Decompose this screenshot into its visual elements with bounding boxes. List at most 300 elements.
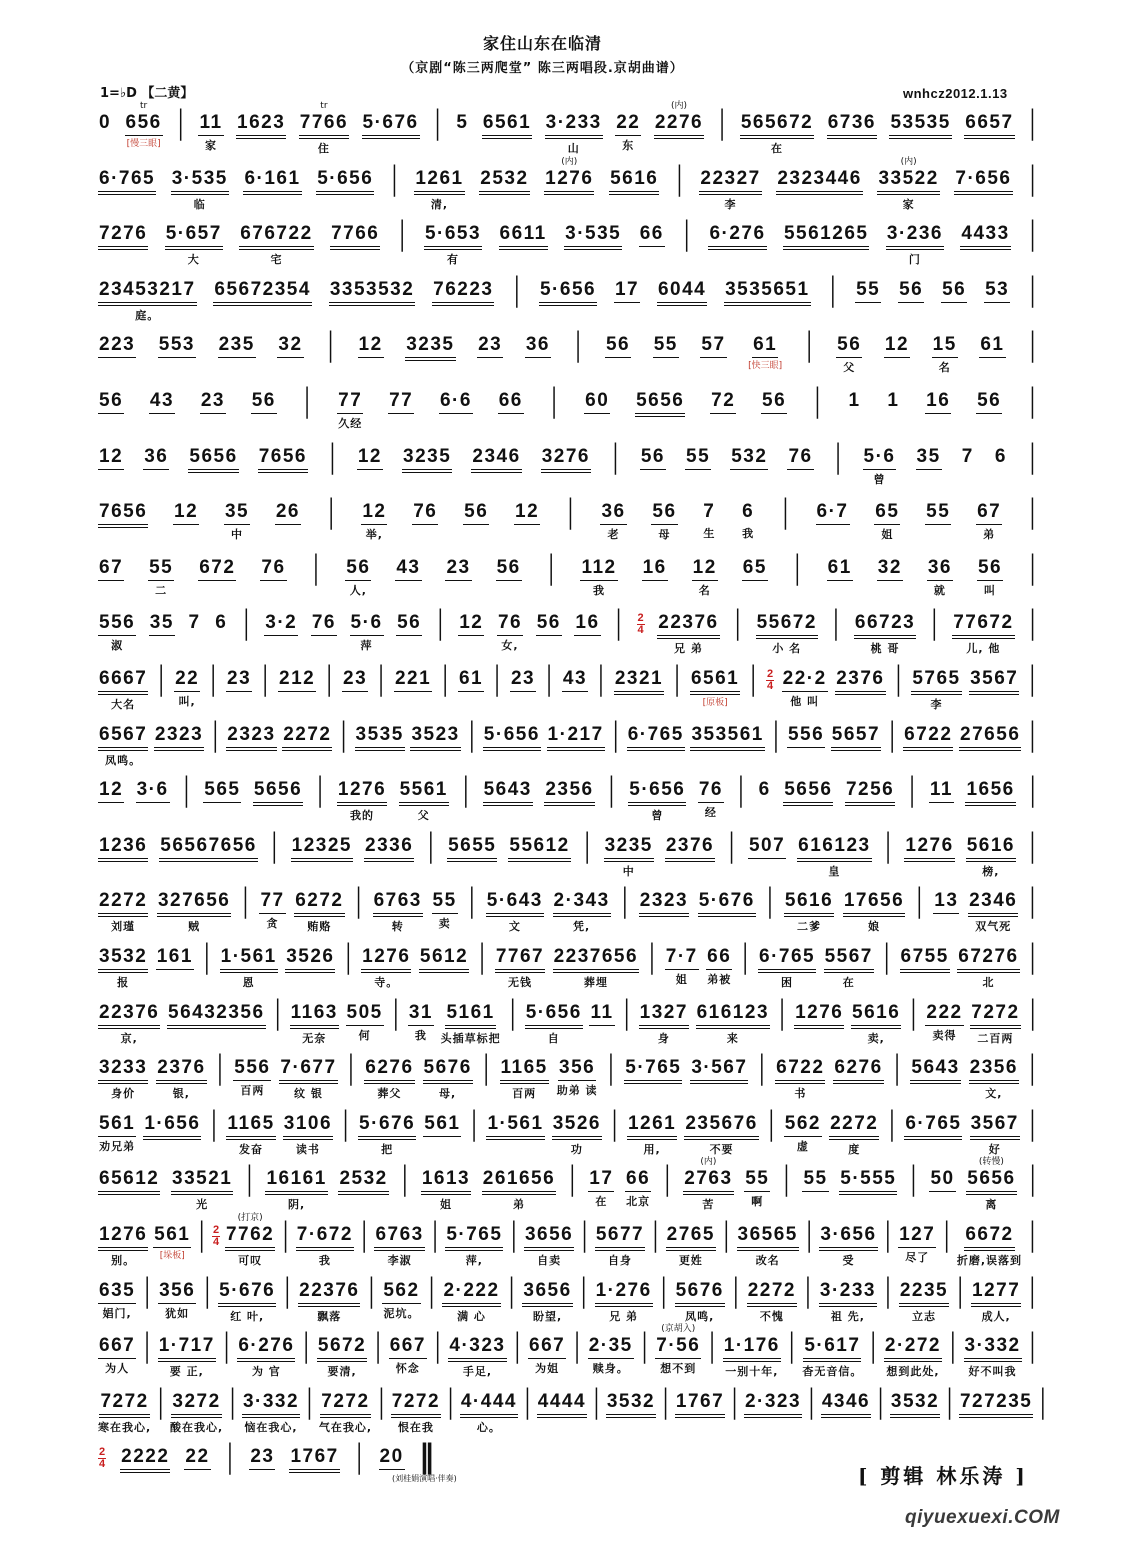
barline: | [358,1215,370,1253]
barline: | [224,1437,236,1476]
notes: 7766 [330,223,380,250]
notes: 6·765 [627,724,685,751]
lyric: 萍 [360,639,373,653]
barline: | [240,603,252,642]
note-group [685,446,711,470]
note-group [253,779,303,806]
notes: 2346 [471,446,521,473]
notes: 22 [615,112,641,136]
barline: | [466,714,478,753]
lyric: 大名 [111,698,136,711]
notes: 22327 [699,168,761,195]
note-group [159,835,258,862]
note-group [665,946,699,987]
notes: 3106 [283,1113,333,1140]
barline: | [425,825,437,864]
notes: 2346 [968,890,1018,917]
note-group [156,946,194,970]
note-group [758,779,772,802]
lyric: 双气死 [975,920,1012,934]
barline: | [1026,436,1038,475]
barline: | [323,659,335,697]
barline: | [610,714,622,753]
lyric: 刘瑾 [111,920,136,934]
barline: | [613,603,624,642]
notes: 6611 [499,223,548,250]
notes: 7656 [98,501,148,528]
note-group [498,390,524,414]
notes: 7272 [391,1391,441,1418]
notes: 76 [260,557,286,581]
note-group [98,112,112,135]
notes: 507 [748,835,786,859]
notes: 5655 [447,835,497,862]
notes: 5616 [784,890,834,917]
lyric: 李淑 [387,1254,412,1267]
notes: 43 [395,557,421,581]
note-group [839,1168,897,1195]
notes: 23 [445,557,471,581]
barline: | [301,381,313,419]
notes: 6·161 [243,168,301,195]
notes: 6·6 [439,390,473,414]
barline: | [1027,547,1038,586]
barline: | [1026,1270,1038,1309]
barline: | [1027,269,1038,308]
notes: 66 [706,946,732,970]
note-group [188,446,238,473]
note-group [960,223,1010,250]
lyric: 京, [120,1031,138,1045]
notes: 61 [827,557,853,581]
lyric: 弟 [983,528,996,542]
barline: | [1027,992,1038,1031]
notes: 65 [874,501,900,525]
lyric: 临 [193,197,206,211]
note-group [226,724,276,751]
note-group [483,779,533,806]
note-group [364,1057,414,1101]
lyric: 在 [771,142,784,155]
note-group [203,779,241,803]
note-group [395,557,421,581]
note-group [827,557,853,581]
lyric: 来 [726,1031,739,1045]
lyric: 家 [205,139,218,152]
note-group [690,724,764,751]
notes: 1165 [226,1113,275,1140]
note-group [98,279,197,323]
note-group [639,223,665,247]
barline: | [830,603,842,642]
note-group [278,668,316,692]
note-group [898,279,924,303]
note-group [173,501,199,525]
barline: | [280,1215,291,1253]
note-group [98,390,124,414]
note-group [249,1446,275,1470]
barline: | [466,881,478,920]
notes: 565 [203,779,241,803]
note-group [665,835,715,862]
note-group [964,112,1014,139]
note-group [277,334,303,358]
note-group [337,779,387,823]
notes: 2376 [665,835,715,862]
lyric: 离 [985,1198,998,1212]
notes: 676722 [239,223,313,250]
score-line [98,1048,1038,1109]
notes: 5·656 [483,724,541,751]
note-group [657,279,707,306]
notes: 1767 [675,1391,725,1418]
barline: | [426,1270,437,1309]
notes: 3·535 [564,223,622,250]
note-group [966,835,1016,879]
lyric: 自 [547,1031,560,1045]
notes: 1·276 [595,1280,653,1307]
lyric: 好不叫我 [968,1365,1017,1379]
notes: 565672 [740,112,814,139]
barline: | [832,436,844,475]
lyric: 泥坑。 [383,1306,420,1320]
lyric: 啊 [751,1195,764,1209]
lyric: 姐 [675,973,688,986]
lyric: 门 [908,253,921,267]
note-group [929,1168,955,1192]
note-group [783,223,869,250]
notes: 5·676 [698,890,756,917]
time-signature [98,1447,106,1470]
note-group [536,612,562,636]
barline: | [658,1270,670,1309]
performance-mark: (内) [670,101,687,111]
time-signature [766,669,774,692]
note-group [445,557,471,581]
barline: | [201,937,213,975]
barline: | [196,1215,208,1253]
note-group [388,390,414,414]
barline: | [882,825,894,864]
score-line [98,381,1038,442]
barline: | [325,325,336,364]
note-group [337,390,363,431]
lyric: 庭。 [135,308,160,322]
lyric: 父 [417,809,430,823]
notes: 667 [98,1335,136,1359]
lyric: 叫, [178,695,196,708]
note-group [700,334,726,358]
note-group [604,835,654,879]
note-group [884,1335,942,1379]
barline: | [240,881,251,920]
notes: 56432356 [167,1002,266,1029]
lyric: 自卖 [537,1254,562,1267]
barline: | [372,1326,384,1365]
notes: 53 [984,279,1010,303]
notes: 56 [496,557,522,581]
barline: | [376,1381,387,1420]
note-group [654,101,704,139]
notes: 7256 [845,779,895,806]
notes: 5616 [851,1002,901,1029]
lyric: 助弟 读 [556,1084,598,1098]
notes: 5672 [317,1335,367,1362]
notes: 1327 [639,1002,689,1029]
notes: 16 [642,557,668,581]
notes: 1236 [98,835,148,862]
notes: 36 [143,446,169,470]
notes: 66723 [854,612,916,639]
lyric: 功 [570,1142,583,1156]
note-group [904,1113,962,1140]
note-group [831,724,881,751]
note-group [952,612,1014,656]
note-group [174,668,200,709]
barline: | [491,659,503,697]
notes: 17656 [843,890,905,917]
note-group [627,724,685,751]
notes: 67 [976,501,1002,525]
note-group [775,1057,825,1101]
note-group [213,279,312,306]
note-group [854,612,916,656]
notes: 11 [589,1002,614,1026]
notes: 72 [710,390,736,414]
notes: 3·656 [819,1224,877,1251]
lyric: 有 [447,253,460,267]
page-subtitle: （京剧“陈三两爬堂” 陈三两唱段.京胡曲谱） [401,61,684,76]
notes: 221 [394,668,432,692]
note-group [220,946,278,990]
score-line [98,992,1038,1054]
note-group [748,835,786,859]
note-group [737,1224,799,1268]
lyric: 读书 [295,1142,320,1156]
notes: 55672 [756,612,818,639]
notes: 2356 [544,779,594,806]
barline: | [881,937,893,975]
lyric: 葬父 [377,1087,402,1101]
note-group [143,446,169,470]
note-group [414,168,464,212]
notes: 22376 [657,612,719,639]
notes: 5643 [910,1057,960,1084]
note-group [158,334,196,358]
note-group [959,1391,1033,1418]
note-group [836,334,862,375]
note-group [98,1224,148,1268]
lyric: 宅 [270,253,283,267]
notes: 532 [730,446,768,470]
note-group [237,1335,295,1379]
note-group [890,1391,940,1418]
notes: 43 [562,668,588,692]
note-group [170,1391,223,1435]
notes: 223 [98,334,136,358]
lyric: 恩 [242,976,255,989]
notes: 5765 [911,668,961,695]
lyric: 银, [172,1087,190,1101]
note-group [120,1446,170,1473]
barline: | [429,1215,441,1253]
barline: | [681,214,693,253]
note-group [833,1057,883,1084]
barline: | [468,1103,480,1142]
notes: 3656 [524,1224,574,1251]
barline: | [891,1048,903,1087]
notes: 6 [215,612,228,634]
note-group [574,612,600,636]
barline: | [221,1326,232,1365]
note-group [564,223,622,250]
lyric: 无奈 [302,1031,327,1045]
performance-mark: (内) [900,156,917,167]
notes: 22376 [98,1002,160,1029]
lyric: 别。 [111,1254,136,1267]
notes: 2272 [282,724,332,751]
notes: 22·2 [782,668,828,692]
notes: 56 [941,279,967,303]
lyric: 为 官 [251,1365,281,1379]
note-group [903,724,953,751]
note-group [957,946,1019,990]
note-group [784,1113,822,1154]
notes: 5656 [635,390,685,417]
barline: | [1026,1048,1038,1087]
notes: 22 [184,1446,210,1470]
note-group [98,1113,136,1154]
notes: 2532 [479,168,529,195]
notes: 2·222 [442,1280,500,1307]
lyric: 小 名 [772,642,802,656]
notes: 6722 [775,1057,825,1084]
note-group [544,779,594,806]
note-group [149,390,175,414]
barline: | [875,1381,886,1420]
note-group [584,390,610,414]
notes: 6·765 [758,946,816,973]
notes: 2·272 [884,1335,942,1362]
notes: 2376 [835,668,885,695]
notes: 56 [836,334,862,358]
notes: 1261 [627,1113,677,1140]
note-group [233,1057,271,1098]
barline: | [1026,1103,1038,1142]
barline: | [716,103,728,141]
notes: 12 [692,557,718,581]
score-line [98,436,1038,498]
note-group [458,612,484,636]
note-group [977,557,1003,598]
barline: | [227,1381,238,1420]
note-group [364,835,414,862]
note-group [627,1113,677,1157]
barline: | [390,992,402,1031]
notes: 55 [744,1168,770,1192]
score-line [98,659,1038,720]
note-group [959,724,1021,751]
notes: 61 [752,334,778,358]
notes: 672 [198,557,236,581]
lyric: 成人, [981,1309,1011,1323]
note-group [976,501,1002,542]
notes: 1·717 [158,1335,216,1362]
note-group [225,1213,275,1268]
notes: 13 [933,890,959,914]
notes: 77672 [952,612,1014,639]
note-group [544,156,594,195]
lyric: 名 [938,361,951,375]
barline: | [259,659,271,697]
notes: 5656 [966,1168,1016,1195]
note-group [710,390,736,414]
notes: 6763 [373,890,423,917]
barline: | [327,436,338,475]
lyric: 曾 [873,472,886,486]
note-group [483,724,541,751]
lyric: 娼门, [102,1306,132,1320]
notes: 36 [927,557,953,581]
notes: 12325 [291,835,353,862]
lyric: 百两 [240,1084,265,1098]
notes: 65 [742,557,768,581]
note-group [580,557,617,598]
notes: 56 [898,279,924,303]
notes: 76 [698,779,724,803]
notes: 235 [218,334,256,358]
notes: 7·7 [665,946,699,970]
barline: | [779,492,791,531]
lyric: 山 [567,142,580,155]
lyric: 住 [317,142,330,155]
barline: | [806,1381,817,1420]
barline: | [811,381,823,419]
barline: | [803,325,815,364]
lyric: 自身 [607,1254,632,1267]
notes: 23 [342,668,368,692]
barline: | [480,1048,492,1087]
note-group [855,279,881,303]
notes: 6276 [833,1057,883,1084]
notes: 77 [388,390,414,414]
note-group [698,779,724,820]
notes: 5·6 [350,612,384,636]
notes: 3276 [541,446,591,473]
note-group [460,1391,518,1435]
note-group [423,1113,461,1137]
score-line [98,770,1038,831]
lyric: 弟被 [707,973,732,986]
note-group [167,1002,266,1029]
time-signature-beats: 2 [99,1446,106,1459]
barline: | [304,1381,315,1420]
barline: | [445,1381,456,1420]
note-group [744,1391,802,1418]
notes: 55 [685,446,711,470]
notes: 222 [925,1002,963,1026]
notes: 2765 [666,1224,716,1251]
lyric: 杳无音信。 [802,1365,863,1379]
barline: | [1026,659,1038,697]
lyric: 百两 [512,1087,537,1101]
note-group [508,835,570,862]
performance-mark: tr [320,101,328,111]
note-group [787,446,813,470]
note-group [500,1057,549,1101]
notes: 4444 [537,1391,587,1418]
lyric: 折磨,误落到 [956,1254,1023,1267]
